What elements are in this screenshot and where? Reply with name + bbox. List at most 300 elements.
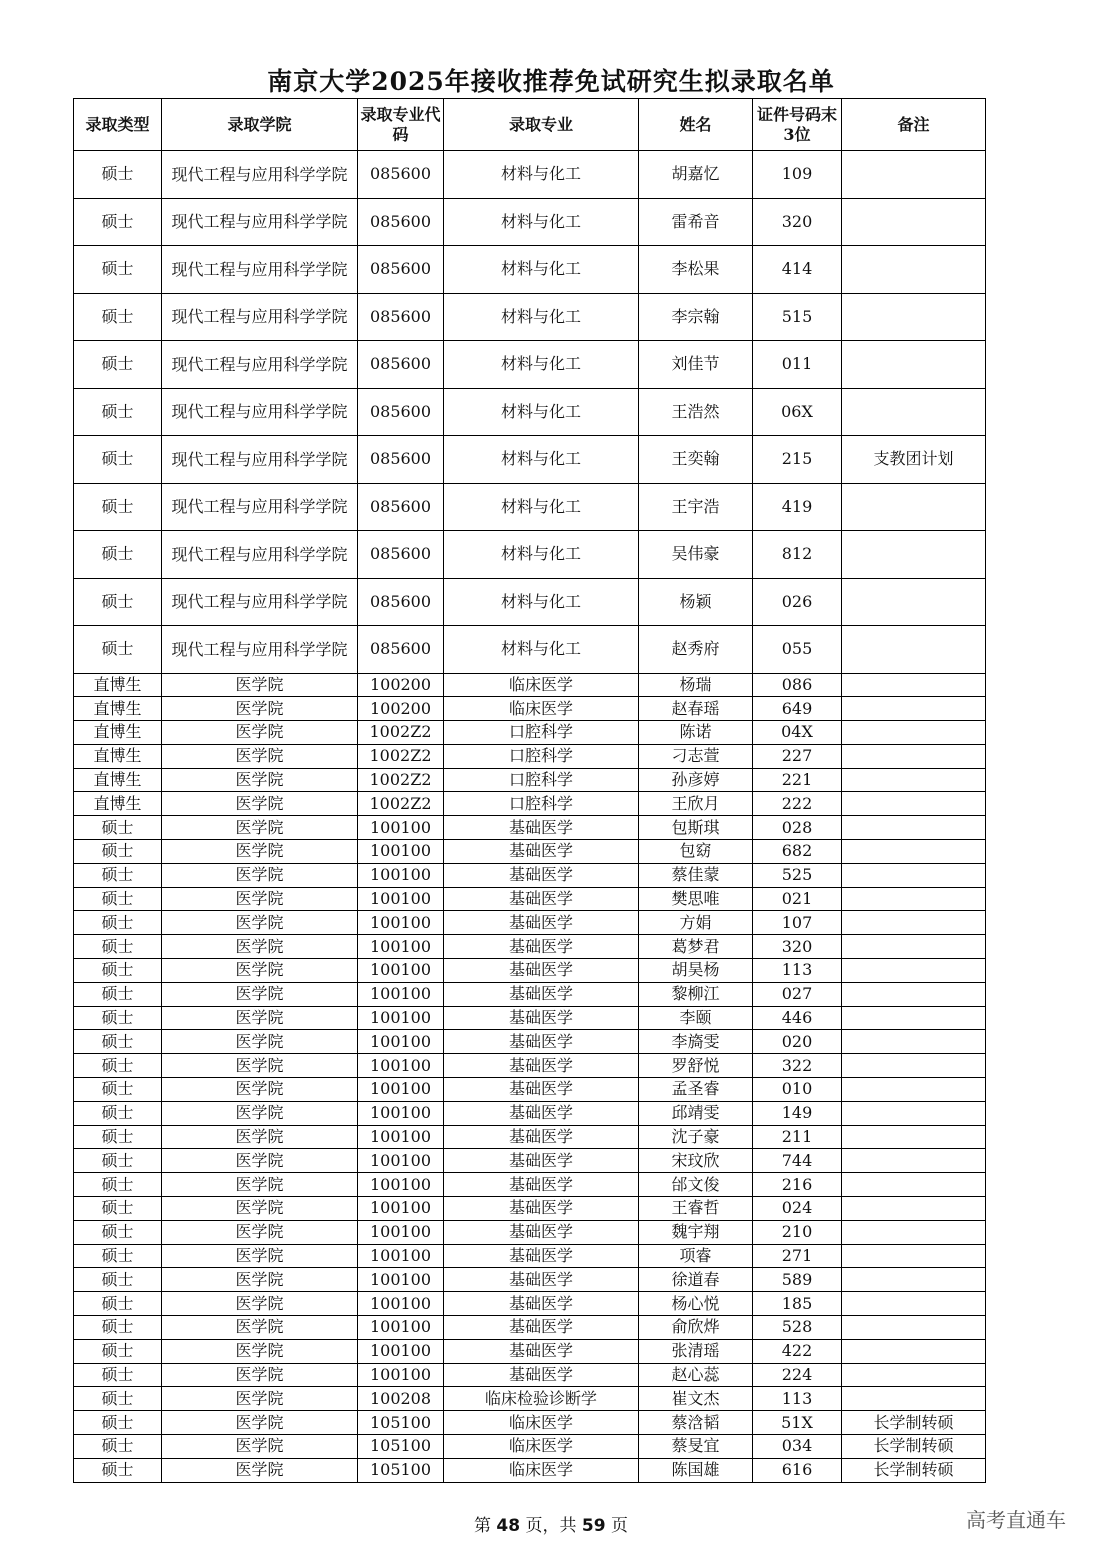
cell-type: 硕士 [74, 1316, 162, 1340]
cell-college: 医学院 [162, 1054, 358, 1078]
cell-type: 硕士 [74, 436, 162, 484]
cell-type: 硕士 [74, 1030, 162, 1054]
cell-type: 直博生 [74, 768, 162, 792]
table-row [74, 1244, 986, 1268]
cell-major: 临床医学 [444, 1411, 639, 1435]
cell-major: 临床医学 [444, 1435, 639, 1459]
cell-major: 基础医学 [444, 1173, 639, 1197]
cell-code: 100100 [358, 1268, 444, 1292]
table-row [74, 388, 986, 436]
cell-college: 医学院 [162, 792, 358, 816]
total-page-number: 59 [581, 1516, 606, 1536]
cell-code: 100100 [358, 959, 444, 983]
cell-type: 直博生 [74, 673, 162, 697]
cell-college: 医学院 [162, 1220, 358, 1244]
cell-name: 葛梦君 [639, 935, 753, 959]
cell-code: 100100 [358, 1006, 444, 1030]
cell-code: 085600 [358, 151, 444, 199]
cell-id3: 185 [753, 1292, 842, 1316]
cell-id3: 224 [753, 1363, 842, 1387]
cell-name: 沈子豪 [639, 1125, 753, 1149]
cell-college: 现代工程与应用科学学院 [162, 341, 358, 389]
cell-note: 长学制转硕 [842, 1435, 986, 1459]
cell-major: 材料与化工 [444, 483, 639, 531]
cell-type: 硕士 [74, 1458, 162, 1482]
cell-code: 105100 [358, 1458, 444, 1482]
cell-id3: 210 [753, 1220, 842, 1244]
cell-id3: 414 [753, 246, 842, 294]
cell-id3: 221 [753, 768, 842, 792]
table-row [74, 792, 986, 816]
cell-code: 100100 [358, 1149, 444, 1173]
cell-college: 医学院 [162, 673, 358, 697]
cell-name: 崔文杰 [639, 1387, 753, 1411]
cell-major: 基础医学 [444, 1220, 639, 1244]
table-row [74, 1030, 986, 1054]
cell-type: 硕士 [74, 816, 162, 840]
table-row [74, 531, 986, 579]
cell-id3: 51X [753, 1411, 842, 1435]
cell-name: 项睿 [639, 1244, 753, 1268]
cell-note [842, 744, 986, 768]
cell-name: 邱靖雯 [639, 1101, 753, 1125]
cell-id3: 055 [753, 626, 842, 674]
cell-major: 材料与化工 [444, 151, 639, 199]
table-row [74, 673, 986, 697]
cell-college: 医学院 [162, 840, 358, 864]
cell-note [842, 1006, 986, 1030]
cell-name: 蔡旻宜 [639, 1435, 753, 1459]
cell-major: 基础医学 [444, 982, 639, 1006]
header-id3: 证件号码末3位 [753, 99, 842, 151]
cell-college: 医学院 [162, 1387, 358, 1411]
cell-name: 李颐 [639, 1006, 753, 1030]
cell-type: 硕士 [74, 626, 162, 674]
cell-note: 支教团计划 [842, 436, 986, 484]
cell-name: 宋玟欣 [639, 1149, 753, 1173]
cell-type: 直博生 [74, 721, 162, 745]
cell-major: 材料与化工 [444, 388, 639, 436]
cell-college: 医学院 [162, 887, 358, 911]
cell-note [842, 863, 986, 887]
table-row [74, 1054, 986, 1078]
cell-code: 100100 [358, 1363, 444, 1387]
cell-name: 蔡佳蒙 [639, 863, 753, 887]
cell-college: 医学院 [162, 1173, 358, 1197]
cell-code: 085600 [358, 626, 444, 674]
current-page-number: 48 [496, 1516, 521, 1536]
table-row [74, 1101, 986, 1125]
cell-code: 100100 [358, 1030, 444, 1054]
cell-id3: 024 [753, 1197, 842, 1221]
cell-college: 医学院 [162, 768, 358, 792]
cell-note [842, 388, 986, 436]
cell-college: 现代工程与应用科学学院 [162, 436, 358, 484]
cell-type: 直博生 [74, 697, 162, 721]
cell-name: 魏宇翔 [639, 1220, 753, 1244]
cell-college: 医学院 [162, 911, 358, 935]
cell-type: 硕士 [74, 1149, 162, 1173]
cell-note [842, 578, 986, 626]
cell-type: 硕士 [74, 1101, 162, 1125]
cell-note [842, 840, 986, 864]
cell-major: 基础医学 [444, 911, 639, 935]
cell-type: 硕士 [74, 911, 162, 935]
cell-note [842, 1363, 986, 1387]
table-header-row [74, 99, 986, 151]
cell-major: 基础医学 [444, 1149, 639, 1173]
cell-name: 包斯琪 [639, 816, 753, 840]
cell-college: 医学院 [162, 1435, 358, 1459]
admission-table [73, 98, 986, 1483]
header-type: 录取类型 [74, 99, 162, 151]
cell-code: 085600 [358, 388, 444, 436]
cell-name: 俞欣烨 [639, 1316, 753, 1340]
cell-college: 医学院 [162, 1458, 358, 1482]
cell-id3: 320 [753, 198, 842, 246]
cell-name: 刁志萱 [639, 744, 753, 768]
cell-college: 医学院 [162, 1078, 358, 1102]
cell-major: 临床医学 [444, 697, 639, 721]
cell-note [842, 1054, 986, 1078]
cell-major: 基础医学 [444, 935, 639, 959]
cell-major: 基础医学 [444, 863, 639, 887]
cell-major: 临床医学 [444, 1458, 639, 1482]
cell-name: 黎柳江 [639, 982, 753, 1006]
cell-code: 1002Z2 [358, 744, 444, 768]
cell-type: 硕士 [74, 840, 162, 864]
cell-major: 临床医学 [444, 673, 639, 697]
table-row [74, 887, 986, 911]
cell-note [842, 626, 986, 674]
cell-id3: 271 [753, 1244, 842, 1268]
cell-major: 材料与化工 [444, 531, 639, 579]
cell-note [842, 673, 986, 697]
cell-type: 硕士 [74, 1078, 162, 1102]
cell-note [842, 151, 986, 199]
cell-type: 硕士 [74, 293, 162, 341]
table-row [74, 721, 986, 745]
cell-code: 085600 [358, 578, 444, 626]
cell-type: 硕士 [74, 578, 162, 626]
cell-college: 医学院 [162, 1411, 358, 1435]
cell-note [842, 911, 986, 935]
cell-type: 硕士 [74, 1220, 162, 1244]
cell-type: 硕士 [74, 935, 162, 959]
cell-note: 长学制转硕 [842, 1411, 986, 1435]
cell-id3: 649 [753, 697, 842, 721]
cell-name: 李宗翰 [639, 293, 753, 341]
cell-major: 基础医学 [444, 1054, 639, 1078]
cell-code: 100100 [358, 1244, 444, 1268]
cell-college: 现代工程与应用科学学院 [162, 388, 358, 436]
cell-type: 硕士 [74, 388, 162, 436]
footer-middle: 页，共 [520, 1516, 582, 1536]
cell-id3: 107 [753, 911, 842, 935]
cell-id3: 028 [753, 816, 842, 840]
cell-note [842, 246, 986, 294]
cell-college: 医学院 [162, 1125, 358, 1149]
table-row [74, 1220, 986, 1244]
cell-name: 樊思唯 [639, 887, 753, 911]
cell-id3: 04X [753, 721, 842, 745]
cell-name: 王宇浩 [639, 483, 753, 531]
header-code: 录取专业代码 [358, 99, 444, 151]
cell-major: 口腔科学 [444, 721, 639, 745]
cell-name: 孟圣睿 [639, 1078, 753, 1102]
cell-college: 现代工程与应用科学学院 [162, 531, 358, 579]
cell-note [842, 1316, 986, 1340]
cell-college: 现代工程与应用科学学院 [162, 246, 358, 294]
cell-code: 085600 [358, 483, 444, 531]
cell-note [842, 768, 986, 792]
cell-major: 基础医学 [444, 1292, 639, 1316]
cell-type: 硕士 [74, 1054, 162, 1078]
cell-code: 105100 [358, 1411, 444, 1435]
cell-note [842, 1220, 986, 1244]
cell-major: 基础医学 [444, 1244, 639, 1268]
cell-major: 基础医学 [444, 959, 639, 983]
cell-note [842, 816, 986, 840]
cell-type: 硕士 [74, 959, 162, 983]
cell-college: 医学院 [162, 697, 358, 721]
cell-id3: 589 [753, 1268, 842, 1292]
cell-name: 王浩然 [639, 388, 753, 436]
table-row [74, 1458, 986, 1482]
cell-id3: 515 [753, 293, 842, 341]
cell-code: 100100 [358, 1101, 444, 1125]
cell-code: 085600 [358, 293, 444, 341]
cell-college: 现代工程与应用科学学院 [162, 483, 358, 531]
cell-name: 包窈 [639, 840, 753, 864]
table-row [74, 982, 986, 1006]
cell-name: 邰文俊 [639, 1173, 753, 1197]
cell-id3: 211 [753, 1125, 842, 1149]
cell-id3: 026 [753, 578, 842, 626]
footer-suffix: 页 [605, 1516, 628, 1536]
cell-id3: 216 [753, 1173, 842, 1197]
cell-major: 基础医学 [444, 840, 639, 864]
cell-major: 材料与化工 [444, 341, 639, 389]
cell-name: 赵秀府 [639, 626, 753, 674]
cell-major: 基础医学 [444, 1078, 639, 1102]
cell-major: 基础医学 [444, 1125, 639, 1149]
cell-college: 医学院 [162, 982, 358, 1006]
cell-name: 张清瑶 [639, 1339, 753, 1363]
table-row [74, 1411, 986, 1435]
cell-code: 100100 [358, 935, 444, 959]
cell-college: 医学院 [162, 863, 358, 887]
cell-note [842, 1078, 986, 1102]
cell-name: 雷希音 [639, 198, 753, 246]
table-row [74, 911, 986, 935]
cell-id3: 446 [753, 1006, 842, 1030]
cell-id3: 011 [753, 341, 842, 389]
table-row [74, 1339, 986, 1363]
table-row [74, 1363, 986, 1387]
cell-major: 基础医学 [444, 816, 639, 840]
cell-type: 硕士 [74, 887, 162, 911]
cell-major: 基础医学 [444, 1101, 639, 1125]
cell-name: 刘佳节 [639, 341, 753, 389]
cell-name: 王睿哲 [639, 1197, 753, 1221]
table-row [74, 626, 986, 674]
footer-prefix: 第 [474, 1516, 497, 1536]
cell-major: 基础医学 [444, 1339, 639, 1363]
cell-name: 胡昊杨 [639, 959, 753, 983]
cell-code: 100200 [358, 697, 444, 721]
cell-id3: 528 [753, 1316, 842, 1340]
cell-id3: 113 [753, 1387, 842, 1411]
table-row [74, 578, 986, 626]
cell-id3: 616 [753, 1458, 842, 1482]
cell-major: 基础医学 [444, 887, 639, 911]
cell-code: 100100 [358, 863, 444, 887]
cell-code: 100100 [358, 982, 444, 1006]
cell-id3: 320 [753, 935, 842, 959]
cell-id3: 027 [753, 982, 842, 1006]
cell-major: 基础医学 [444, 1363, 639, 1387]
cell-type: 硕士 [74, 1125, 162, 1149]
cell-code: 100100 [358, 911, 444, 935]
cell-type: 硕士 [74, 483, 162, 531]
cell-note [842, 697, 986, 721]
table-row [74, 935, 986, 959]
cell-note: 长学制转硕 [842, 1458, 986, 1482]
cell-code: 085600 [358, 341, 444, 389]
table-row [74, 151, 986, 199]
page-footer [0, 1514, 1102, 1538]
cell-id3: 525 [753, 863, 842, 887]
cell-name: 孙彦婷 [639, 768, 753, 792]
cell-code: 100100 [358, 1339, 444, 1363]
cell-major: 口腔科学 [444, 744, 639, 768]
cell-name: 杨瑞 [639, 673, 753, 697]
cell-college: 现代工程与应用科学学院 [162, 578, 358, 626]
cell-note [842, 483, 986, 531]
cell-major: 基础医学 [444, 1006, 639, 1030]
cell-code: 100100 [358, 1078, 444, 1102]
table-row [74, 959, 986, 983]
cell-type: 硕士 [74, 982, 162, 1006]
cell-note [842, 721, 986, 745]
cell-name: 李旖雯 [639, 1030, 753, 1054]
cell-note [842, 1339, 986, 1363]
cell-major: 口腔科学 [444, 768, 639, 792]
cell-id3: 010 [753, 1078, 842, 1102]
cell-note [842, 1125, 986, 1149]
table-row [74, 816, 986, 840]
watermark-text: 高考直通车 [966, 1508, 1066, 1532]
table-row [74, 1125, 986, 1149]
cell-name: 陈诺 [639, 721, 753, 745]
cell-type: 硕士 [74, 531, 162, 579]
cell-id3: 419 [753, 483, 842, 531]
cell-note [842, 1173, 986, 1197]
table-body [74, 151, 986, 1483]
cell-type: 硕士 [74, 1268, 162, 1292]
cell-college: 医学院 [162, 744, 358, 768]
table-row [74, 1149, 986, 1173]
cell-name: 罗舒悦 [639, 1054, 753, 1078]
cell-college: 医学院 [162, 816, 358, 840]
cell-major: 材料与化工 [444, 198, 639, 246]
cell-code: 105100 [358, 1435, 444, 1459]
table-row [74, 697, 986, 721]
cell-college: 医学院 [162, 1149, 358, 1173]
cell-college: 医学院 [162, 1339, 358, 1363]
cell-note [842, 531, 986, 579]
cell-id3: 222 [753, 792, 842, 816]
cell-note [842, 887, 986, 911]
cell-name: 赵心蕊 [639, 1363, 753, 1387]
cell-code: 100100 [358, 887, 444, 911]
cell-name: 胡嘉忆 [639, 151, 753, 199]
table-row [74, 768, 986, 792]
table-row [74, 483, 986, 531]
cell-name: 杨颖 [639, 578, 753, 626]
table-row [74, 1197, 986, 1221]
cell-name: 吴伟豪 [639, 531, 753, 579]
cell-code: 085600 [358, 436, 444, 484]
cell-name: 李松果 [639, 246, 753, 294]
table-row [74, 1292, 986, 1316]
cell-college: 医学院 [162, 721, 358, 745]
table-row [74, 863, 986, 887]
cell-type: 硕士 [74, 246, 162, 294]
cell-college: 现代工程与应用科学学院 [162, 198, 358, 246]
cell-note [842, 341, 986, 389]
table-row [74, 1268, 986, 1292]
cell-id3: 422 [753, 1339, 842, 1363]
table-row [74, 341, 986, 389]
cell-college: 医学院 [162, 1268, 358, 1292]
cell-college: 医学院 [162, 1101, 358, 1125]
cell-code: 100208 [358, 1387, 444, 1411]
cell-code: 100100 [358, 1220, 444, 1244]
cell-type: 硕士 [74, 341, 162, 389]
cell-major: 临床检验诊断学 [444, 1387, 639, 1411]
cell-code: 100100 [358, 1173, 444, 1197]
table-row [74, 198, 986, 246]
table-row [74, 744, 986, 768]
table-row [74, 1435, 986, 1459]
cell-note [842, 1030, 986, 1054]
cell-type: 直博生 [74, 792, 162, 816]
cell-id3: 744 [753, 1149, 842, 1173]
cell-major: 材料与化工 [444, 293, 639, 341]
cell-code: 100100 [358, 840, 444, 864]
cell-type: 硕士 [74, 1411, 162, 1435]
cell-name: 方娟 [639, 911, 753, 935]
table-row [74, 293, 986, 341]
cell-college: 医学院 [162, 959, 358, 983]
table-row [74, 1316, 986, 1340]
cell-name: 蔡浛韬 [639, 1411, 753, 1435]
cell-type: 硕士 [74, 863, 162, 887]
cell-code: 1002Z2 [358, 792, 444, 816]
cell-code: 100100 [358, 1292, 444, 1316]
cell-code: 100200 [358, 673, 444, 697]
cell-major: 材料与化工 [444, 436, 639, 484]
cell-type: 硕士 [74, 1197, 162, 1221]
cell-note [842, 1387, 986, 1411]
cell-id3: 812 [753, 531, 842, 579]
cell-college: 医学院 [162, 1363, 358, 1387]
table-row [74, 436, 986, 484]
cell-code: 085600 [358, 246, 444, 294]
cell-name: 王奕翰 [639, 436, 753, 484]
